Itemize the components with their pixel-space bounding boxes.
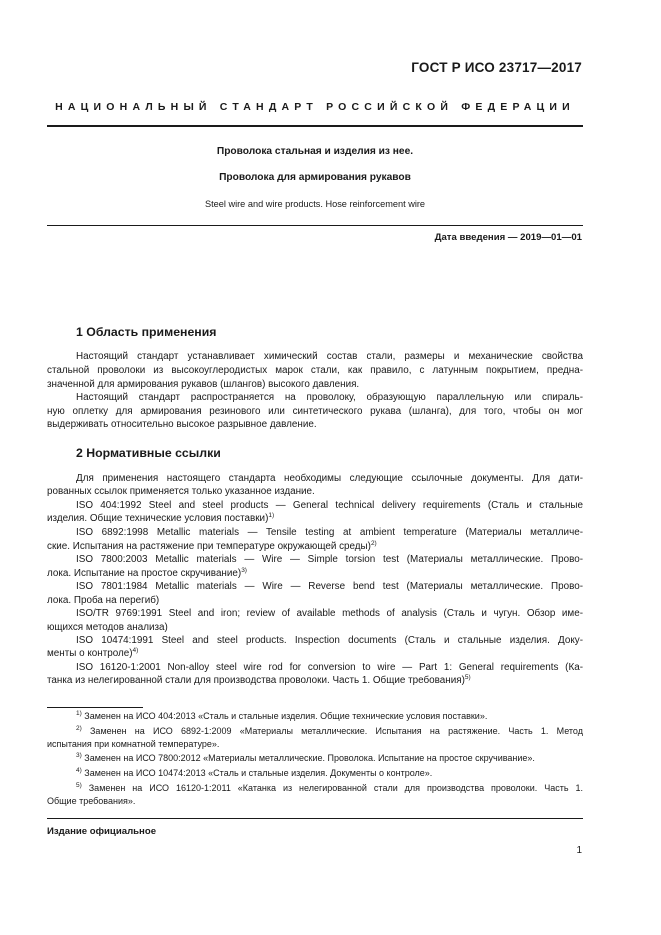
footnote-continuation: испытания при комнатной температуре». [47, 739, 220, 749]
s2-line: Для применения настоящего стандарта необходимы следующие ссылочные документы. Для дати- [76, 473, 583, 484]
s2-line: ские. Испытания на растяжение при температуре окружающей среды)$^{2)}$ [47, 540, 377, 552]
footnote-ref: 5) [464, 674, 471, 681]
s2-line: ISO/TR 9769:1991 Steel and iron; review of available methods of analysis (Сталь и чугун. Обзор име- [76, 608, 583, 619]
header-rule [47, 125, 583, 127]
s2-line: изделия. Общие технические условия поставки)$^{1)}$ [47, 512, 275, 524]
s2-line: ющихся методов анализа) [47, 622, 168, 633]
footnote: $^{3)}$ Заменен на ИСО 7800:2012 «Материалы металлические. Проволока. Испытание на простое скручивание». [76, 752, 535, 763]
s2-line: ISO 16120-1:2001 Non-alloy steel wire rod for conversion to wire — Part 1: General requirements (Ка- [76, 662, 583, 673]
effective-date: Дата введения — 2019—01—01 [434, 232, 582, 243]
footnote-separator [47, 707, 143, 708]
s1-line: Настоящий стандарт устанавливает химический состав стали, размеры и механические свойства [76, 351, 583, 362]
footnote: $^{4)}$ Заменен на ИСО 10474:2013 «Сталь и стальные изделия. Документы о контроле». [76, 767, 433, 778]
title-english: Steel wire and wire products. Hose reinforcement wire [204, 199, 426, 209]
document-code: ГОСТ Р ИСО 23717—2017 [411, 60, 582, 75]
footnote: $^{2)}$ Заменен на ИСО 6892-1:2009 «Материалы металлические. Испытания на растяжение. Часть 1. Метод [76, 725, 583, 736]
footnote-ref: 1) [268, 512, 275, 519]
footnote: $^{1)}$ Заменен на ИСО 404:2013 «Сталь и стальные изделия. Общие технические условия поставки». [76, 710, 488, 721]
footnote-ref: 4) [132, 647, 139, 654]
s1-line: стальной проволоки из высокоуглеродистых марок стали, как правило, с латунным покрытием, предна- [47, 365, 583, 376]
title-rule [47, 225, 583, 226]
s2-line: лока. Проба на перегиб) [47, 595, 160, 606]
s2-line: танка из нелегированной стали для производства проволоки. Часть 1. Общие требования)$^{5)}$ [47, 674, 471, 686]
section-1-heading: 1 Область применения [76, 325, 217, 339]
s2-line: ISO 10474:1991 Steel and steel products. Inspection documents (Сталь и стальные изделия. Доку- [76, 635, 583, 646]
footnote-ref: 3) [241, 567, 247, 574]
section-2-heading: 2 Нормативные ссылки [76, 446, 221, 460]
s2-line: ISO 7800:2003 Metallic materials — Wire — Simple torsion test (Материалы металлические. Прово- [76, 554, 583, 565]
s2-line: лока. Испытание на простое скручивание)$^{3)}$ [47, 567, 247, 579]
s1-line: ную оплетку для армирования резинового или синтетического рукава (шланга), для того, чтобы он мог [47, 406, 583, 417]
s2-line: рованных ссылок применяется только указанное издание. [47, 486, 315, 497]
s2-line: ISO 7801:1984 Metallic materials — Wire — Reverse bend test (Материалы металлические. Прово- [76, 581, 583, 592]
s1-line: выдерживать относительно высокое разрывное давление. [47, 419, 317, 430]
s1-line: значенной для армирования рукавов (шлангов) высокого давления. [47, 379, 360, 390]
s2-line: ISO 6892:1998 Metallic materials — Tensile testing at ambient temperature (Материалы металличе- [76, 527, 583, 538]
official-edition-label: Издание официальное [47, 826, 157, 837]
s1-line: Настоящий стандарт распространяется на проволоку, образующую параллельную или спираль- [76, 392, 583, 403]
title-line-2: Проволока для армирования рукавов [219, 172, 411, 183]
s2-line: ISO 404:1992 Steel and steel products — General technical delivery requirements (Сталь и стальные [76, 500, 583, 511]
title-line-1: Проволока стальная и изделия из нее. [216, 146, 414, 157]
footer-rule [47, 818, 583, 819]
page-number: 1 [576, 845, 582, 856]
footnote-continuation: Общие требования». [47, 796, 136, 806]
footnote: $^{5)}$ Заменен на ИСО 16120-1:2011 «Катанка из нелегированной стали для производства проволоки. Часть 1. [76, 782, 583, 793]
national-standard-banner: НАЦИОНАЛЬНЫЙ СТАНДАРТ РОССИЙСКОЙ ФЕДЕРАЦИИ [55, 101, 575, 113]
footnote-ref: 2) [370, 540, 377, 547]
s2-line: менты о контроле)$^{4)}$ [47, 647, 139, 659]
